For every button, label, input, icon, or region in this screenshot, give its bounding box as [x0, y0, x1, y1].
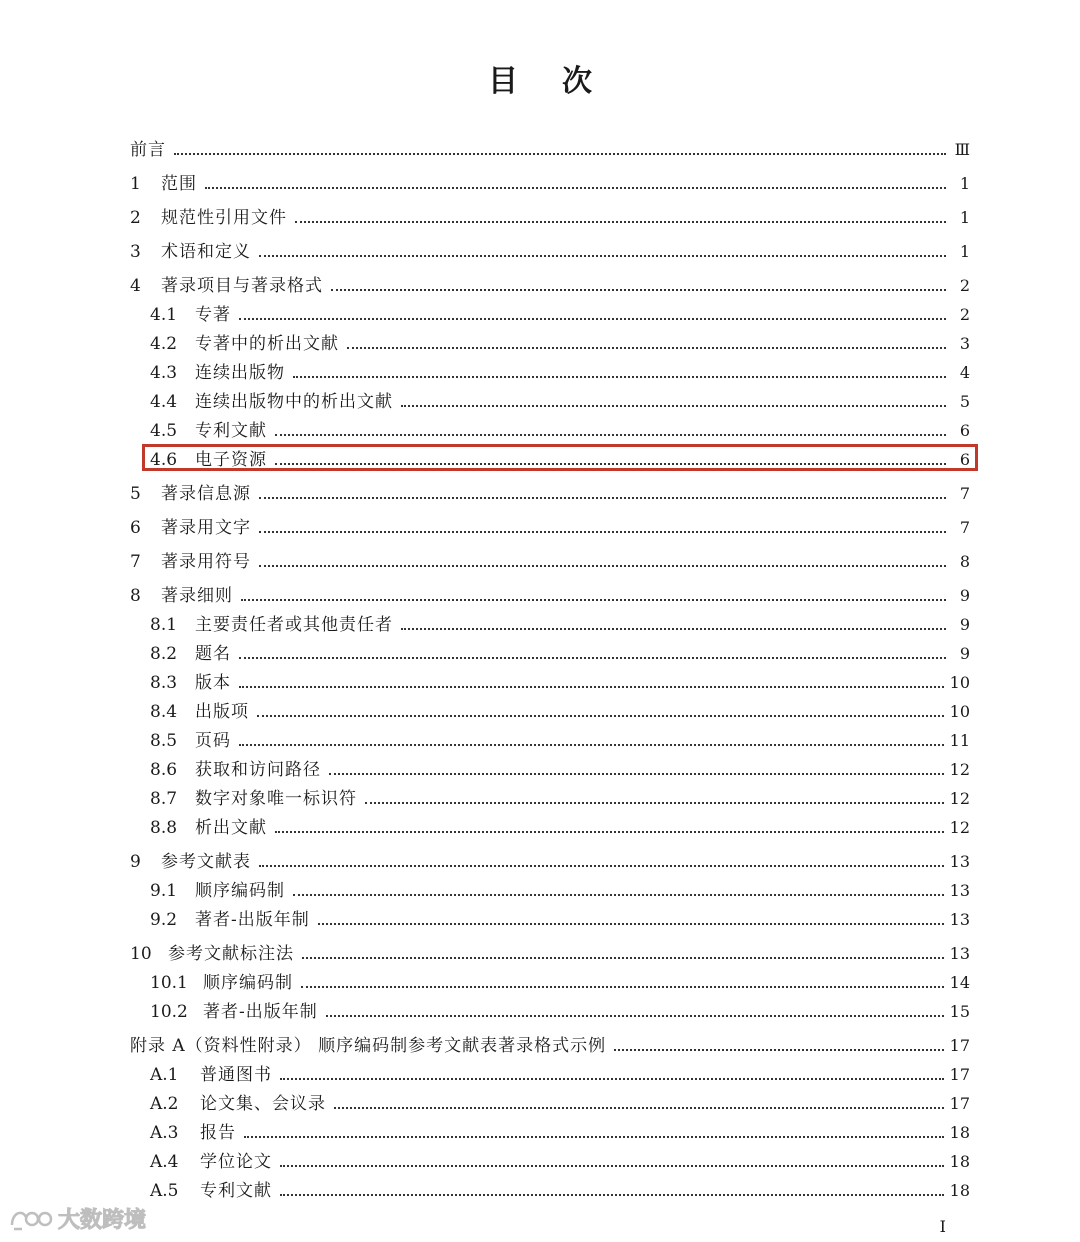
toc-entry-number: 9.2	[150, 910, 178, 930]
toc-entry[interactable]	[130, 538, 970, 572]
toc-entry-label: 前言	[130, 140, 166, 160]
toc-dot-leader	[614, 1048, 944, 1051]
toc-entry-page: 15	[949, 1002, 970, 1021]
toc-entry-label: 论文集、会议录	[200, 1094, 326, 1114]
toc-entry-page: 10	[949, 702, 970, 721]
toc-entry[interactable]	[130, 993, 970, 1022]
toc-entry-label: 顺序编码制	[203, 973, 293, 993]
toc-entry[interactable]	[130, 809, 970, 838]
toc-entry[interactable]	[130, 693, 970, 722]
toc-entry-number: 4.1	[150, 305, 178, 325]
toc-entry-label: 规范性引用文件	[161, 208, 287, 228]
toc-entry-label: 著录细则	[161, 586, 233, 606]
toc-entry[interactable]	[130, 194, 970, 228]
toc-entry[interactable]	[130, 872, 970, 901]
page-title-char: 次	[562, 64, 592, 100]
toc-entry-label: 析出文献	[195, 818, 267, 838]
toc-entry-number: 4.4	[150, 392, 178, 412]
toc-entry-page: 9	[959, 644, 970, 663]
toc-entry[interactable]	[130, 325, 970, 354]
toc-entry-number: A.1	[150, 1065, 179, 1085]
toc-entry-number: A.2	[150, 1094, 179, 1114]
toc-entry-number: 4.2	[150, 334, 178, 354]
watermark	[8, 1203, 146, 1234]
toc-entry-label: 连续出版物	[195, 363, 285, 383]
table-of-contents	[130, 126, 970, 1201]
toc-entry-label: 著录信息源	[161, 484, 251, 504]
toc-entry-label: 普通图书	[200, 1065, 272, 1085]
toc-dot-leader	[347, 346, 946, 349]
toc-entry-number: 4.3	[150, 363, 178, 383]
toc-entry-page: 14	[949, 973, 970, 992]
toc-entry-number: 9	[130, 852, 141, 872]
toc-entry-number: 10.1	[150, 973, 188, 993]
toc-dot-leader	[318, 922, 944, 925]
toc-entry-page: 2	[959, 276, 970, 295]
toc-entry-number: 2	[130, 208, 141, 228]
toc-entry[interactable]	[130, 412, 970, 441]
toc-entry-number: A.5	[150, 1181, 179, 1201]
toc-entry-label: 学位论文	[200, 1152, 272, 1172]
toc-entry-page: 1	[959, 208, 970, 227]
toc-entry[interactable]	[130, 722, 970, 751]
toc-entry-number: A.3	[150, 1123, 179, 1143]
toc-entry-page: 13	[949, 910, 970, 929]
toc-entry-number: 8.4	[150, 702, 178, 722]
toc-entry-page: 13	[949, 881, 970, 900]
page-title-char: 目	[488, 64, 518, 100]
toc-entry-number: 6	[130, 518, 141, 538]
toc-entry-page: 9	[959, 586, 970, 605]
toc-dot-leader	[280, 1164, 944, 1167]
toc-entry[interactable]	[130, 262, 970, 296]
toc-entry-label: 著录项目与著录格式	[161, 276, 323, 296]
toc-entry-page: 18	[949, 1123, 970, 1142]
toc-dot-leader	[401, 627, 946, 630]
toc-entry-number: 8.6	[150, 760, 178, 780]
toc-dot-leader	[331, 288, 946, 291]
footer-page-number: I	[939, 1217, 946, 1236]
toc-entry[interactable]	[130, 504, 970, 538]
toc-entry-page: 7	[959, 484, 970, 503]
toc-entry-label: 报告	[200, 1123, 236, 1143]
toc-entry[interactable]	[130, 441, 970, 470]
toc-entry-label: 题名	[195, 644, 231, 664]
toc-dot-leader	[280, 1077, 944, 1080]
page-title	[0, 56, 1080, 100]
toc-entry-page: 1	[959, 242, 970, 261]
toc-entry-page: 9	[959, 615, 970, 634]
toc-entry-label: 出版项	[195, 702, 249, 722]
toc-entry-number: 1	[130, 174, 141, 194]
toc-entry-label: 连续出版物中的析出文献	[195, 392, 393, 412]
toc-dot-leader	[302, 956, 944, 959]
toc-entry[interactable]	[130, 930, 970, 964]
toc-entry-page: 12	[949, 818, 970, 837]
toc-dot-leader	[257, 714, 944, 717]
toc-entry-page: 4	[959, 363, 970, 382]
toc-dot-leader	[293, 893, 944, 896]
toc-entry-page: 17	[949, 1065, 970, 1084]
toc-entry-label: 术语和定义	[161, 242, 251, 262]
toc-entry-page: 2	[959, 305, 970, 324]
toc-entry[interactable]	[130, 296, 970, 325]
toc-entry-label: 著者-出版年制	[195, 910, 310, 930]
toc-entry-page: 17	[949, 1094, 970, 1113]
toc-entry-page: 10	[949, 673, 970, 692]
toc-dot-leader	[275, 433, 946, 436]
toc-entry-page: 6	[959, 421, 970, 440]
toc-entry-page: 18	[949, 1152, 970, 1171]
toc-entry-label: 附录 A（资料性附录） 顺序编码制参考文献表著录格式示例	[130, 1036, 607, 1056]
toc-entry[interactable]	[130, 1022, 970, 1056]
toc-entry-label: 范围	[161, 174, 197, 194]
toc-entry-number: 8.1	[150, 615, 178, 635]
toc-entry-label: 获取和访问路径	[195, 760, 321, 780]
toc-entry-number: 7	[130, 552, 141, 572]
toc-entry-page: 18	[949, 1181, 970, 1200]
toc-entry-page: Ⅲ	[954, 140, 970, 159]
toc-entry-label: 版本	[195, 673, 231, 693]
toc-entry-page: 13	[949, 852, 970, 871]
watermark-logo-icon	[8, 1205, 54, 1233]
toc-entry-label: 著录用文字	[161, 518, 251, 538]
toc-entry-page: 1	[959, 174, 970, 193]
toc-dot-leader	[280, 1193, 944, 1196]
toc-entry[interactable]	[130, 228, 970, 262]
toc-entry[interactable]	[130, 606, 970, 635]
toc-entry-number: 8.5	[150, 731, 178, 751]
toc-entry[interactable]	[130, 838, 970, 872]
toc-entry[interactable]	[130, 1143, 970, 1172]
toc-entry[interactable]	[130, 751, 970, 780]
toc-entry[interactable]	[130, 780, 970, 809]
toc-entry-page: 5	[959, 392, 970, 411]
toc-entry-number: 3	[130, 242, 141, 262]
toc-entry-label: 参考文献标注法	[168, 944, 294, 964]
toc-entry[interactable]	[130, 160, 970, 194]
toc-entry-page: 7	[959, 518, 970, 537]
toc-dot-leader	[365, 801, 944, 804]
toc-dot-leader	[239, 685, 944, 688]
toc-entry-number: 8.2	[150, 644, 178, 664]
toc-entry-number: 4.5	[150, 421, 178, 441]
toc-entry-number: 8.7	[150, 789, 178, 809]
toc-dot-leader	[174, 152, 946, 155]
toc-entry-number: 8.8	[150, 818, 178, 838]
toc-dot-leader	[334, 1106, 944, 1109]
toc-entry-page: 8	[959, 552, 970, 571]
toc-dot-leader	[326, 1014, 944, 1017]
toc-dot-leader	[239, 743, 944, 746]
toc-entry[interactable]	[130, 470, 970, 504]
toc-dot-leader	[259, 864, 944, 867]
toc-dot-leader	[275, 830, 944, 833]
toc-entry[interactable]	[130, 635, 970, 664]
toc-entry-label: 顺序编码制	[195, 881, 285, 901]
toc-entry-number: 5	[130, 484, 141, 504]
toc-dot-leader	[401, 404, 946, 407]
toc-entry-label: 电子资源	[195, 450, 267, 470]
toc-entry-page: 12	[949, 789, 970, 808]
toc-entry[interactable]	[130, 1114, 970, 1143]
toc-entry[interactable]	[130, 1172, 970, 1201]
toc-entry-label: 专利文献	[195, 421, 267, 441]
watermark-text: 大数跨境	[58, 1208, 147, 1233]
toc-entry-page: 17	[949, 1036, 970, 1055]
toc-entry-label: 专利文献	[200, 1181, 272, 1201]
toc-entry-page: 6	[959, 450, 970, 469]
toc-dot-leader	[205, 186, 946, 189]
toc-entry-label: 著者-出版年制	[203, 1002, 318, 1022]
toc-entry-number: 8	[130, 586, 141, 606]
toc-entry-label: 页码	[195, 731, 231, 751]
toc-dot-leader	[275, 462, 946, 465]
toc-dot-leader	[293, 375, 946, 378]
toc-dot-leader	[301, 985, 944, 988]
toc-entry-number: 10	[130, 944, 152, 964]
toc-dot-leader	[259, 496, 946, 499]
toc-entry[interactable]	[130, 572, 970, 606]
toc-entry[interactable]	[130, 383, 970, 412]
toc-entry-number: 10.2	[150, 1002, 188, 1022]
toc-entry-label: 数字对象唯一标识符	[195, 789, 357, 809]
toc-entry[interactable]	[130, 354, 970, 383]
toc-entry-label: 专著	[195, 305, 231, 325]
toc-entry[interactable]	[130, 901, 970, 930]
toc-entry-label: 主要责任者或其他责任者	[195, 615, 393, 635]
toc-dot-leader	[259, 530, 946, 533]
toc-entry-page: 13	[949, 944, 970, 963]
toc-dot-leader	[295, 220, 946, 223]
toc-entry-page: 11	[949, 731, 970, 750]
toc-entry-page: 3	[959, 334, 970, 353]
toc-dot-leader	[259, 564, 946, 567]
toc-entry-label: 著录用符号	[161, 552, 251, 572]
toc-dot-leader	[239, 656, 946, 659]
toc-dot-leader	[329, 772, 944, 775]
toc-entry[interactable]	[130, 126, 970, 160]
toc-entry[interactable]	[130, 1085, 970, 1114]
toc-dot-leader	[244, 1135, 944, 1138]
toc-entry-label: 参考文献表	[161, 852, 251, 872]
toc-entry-number: 8.3	[150, 673, 178, 693]
toc-entry[interactable]	[130, 1056, 970, 1085]
toc-entry-number: 4.6	[150, 450, 178, 470]
toc-entry-number: A.4	[150, 1152, 179, 1172]
toc-dot-leader	[241, 598, 946, 601]
toc-entry-number: 9.1	[150, 881, 178, 901]
toc-entry-number: 4	[130, 276, 141, 296]
toc-entry[interactable]	[130, 964, 970, 993]
toc-entry-page: 12	[949, 760, 970, 779]
toc-entry[interactable]	[130, 664, 970, 693]
toc-entry-label: 专著中的析出文献	[195, 334, 339, 354]
toc-dot-leader	[239, 317, 946, 320]
toc-dot-leader	[259, 254, 946, 257]
